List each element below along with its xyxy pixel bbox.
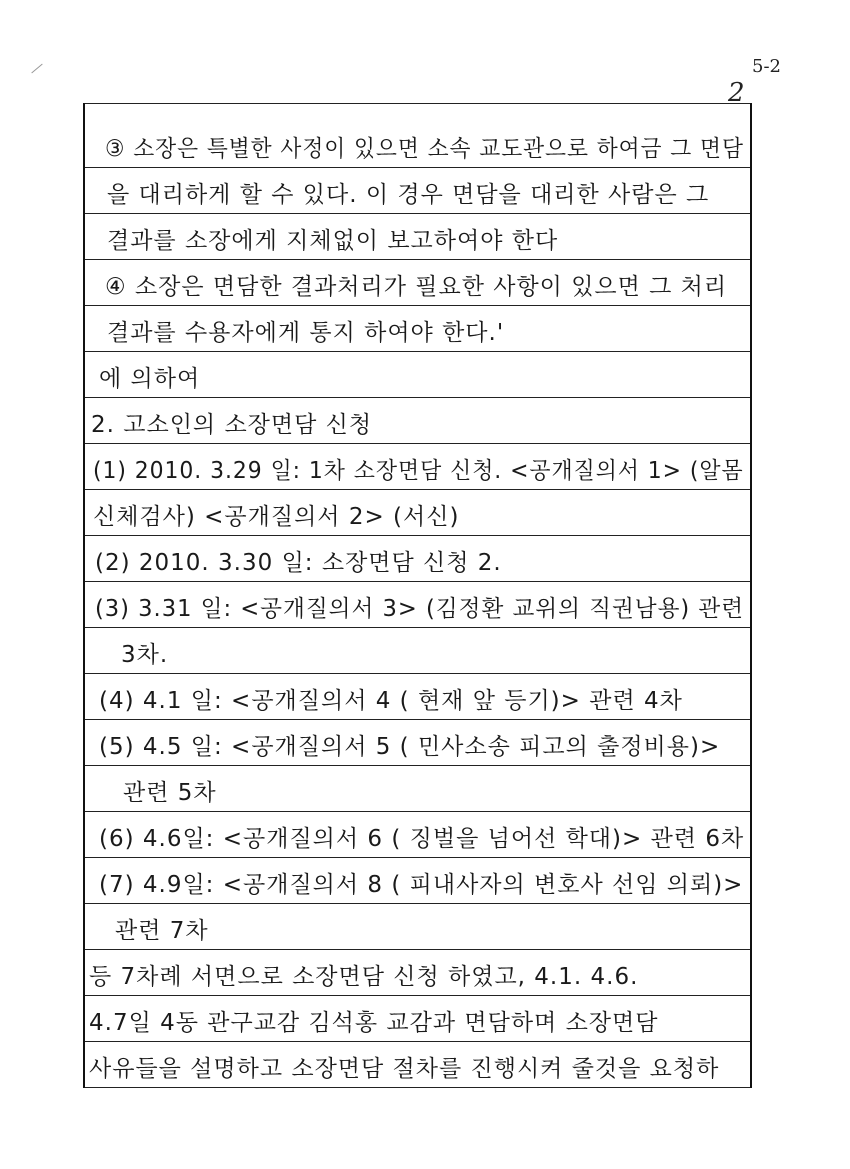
row-text: 4.7일 4동 관구교감 김석홍 교감과 면담하며 소장면담: [89, 1010, 659, 1036]
text-row: [85, 765, 750, 811]
row-text: 등 7차례 서면으로 소장면담 신청 하였고, 4.1. 4.6.: [89, 964, 639, 990]
row-text: 관련 5차: [123, 780, 217, 806]
text-row: [85, 581, 750, 627]
text-row: [85, 857, 750, 903]
row-text: 3차.: [121, 642, 169, 668]
ruled-line: [85, 1087, 750, 1088]
ruled-line: [85, 673, 750, 674]
row-text: 결과를 소장에게 지체없이 보고하여야 한다: [107, 228, 559, 254]
text-row: [85, 949, 750, 995]
row-text: 신체검사) <공개질의서 2> (서신): [93, 504, 460, 530]
ruled-line: [85, 857, 750, 858]
ruled-line: [85, 489, 750, 490]
row-text: (1) 2010. 3.29 일: 1차 소장면담 신청. <공개질의서 1> (알몸: [93, 458, 744, 484]
text-row: [85, 995, 750, 1041]
text-row: [85, 489, 750, 535]
row-text: 에 의하여: [99, 366, 201, 392]
ruled-line: [85, 627, 750, 628]
row-text: 을 대리하게 할 수 있다. 이 경우 면담을 대리한 사람은 그: [107, 182, 710, 208]
text-row: [85, 351, 750, 397]
ruled-line: [85, 213, 750, 214]
text-row: [85, 903, 750, 949]
row-text: (2) 2010. 3.30 일: 소장면담 신청 2.: [95, 550, 502, 576]
ruled-line: [85, 535, 750, 536]
text-row: [85, 121, 750, 167]
row-text: 관련 7차: [115, 918, 209, 944]
ruled-line: [85, 949, 750, 950]
ruled-line: [85, 811, 750, 812]
text-row: [85, 213, 750, 259]
ruled-line: [85, 1041, 750, 1042]
row-text: 결과를 수용자에게 통지 하여야 한다.': [107, 320, 505, 346]
text-row: [85, 673, 750, 719]
ruled-line: [85, 305, 750, 306]
row-text: ③ 소장은 특별한 사정이 있으면 소속 교도관으로 하여금 그 면담: [105, 136, 744, 162]
stray-pen-mark: [31, 64, 42, 74]
ruled-line: [85, 719, 750, 720]
text-row: [85, 811, 750, 857]
row-text: ④ 소장은 면담한 결과처리가 필요한 사항이 있으면 그 처리: [105, 274, 728, 300]
ruled-line: [85, 351, 750, 352]
row-text: (3) 3.31 일: <공개질의서 3> (김정환 교위의 직권남용) 관련: [95, 596, 745, 622]
ruled-line: [85, 903, 750, 904]
ruled-line: [85, 103, 750, 104]
row-text: (6) 4.6일: <공개질의서 6 ( 징벌을 넘어선 학대)> 관련 6차: [99, 826, 745, 852]
ruled-line: [85, 765, 750, 766]
row-text: (4) 4.1 일: <공개질의서 4 ( 현재 앞 등기)> 관련 4차: [99, 688, 683, 714]
text-row: [85, 535, 750, 581]
text-row: [85, 627, 750, 673]
row-text: (7) 4.9일: <공개질의서 8 ( 피내사자의 변호사 선임 의뢰)>: [99, 872, 744, 898]
row-text: 사유들을 설명하고 소장면담 절차를 진행시켜 줄것을 요청하: [89, 1056, 720, 1082]
text-row: [85, 259, 750, 305]
page-reference-note: 5-2: [752, 56, 781, 77]
ruled-line: [85, 397, 750, 398]
ruled-line: [85, 581, 750, 582]
ruled-sheet: [83, 103, 752, 1088]
row-text: 2. 고소인의 소장면담 신청: [91, 412, 373, 438]
ruled-line: [85, 167, 750, 168]
ruled-line: [85, 443, 750, 444]
text-row: [85, 1041, 750, 1087]
row-text: (5) 4.5 일: <공개질의서 5 ( 민사소송 피고의 출정비용)>: [99, 734, 721, 760]
text-row: [85, 305, 750, 351]
page-number: 2: [728, 78, 745, 108]
text-row: [85, 719, 750, 765]
ruled-line: [85, 995, 750, 996]
text-row: [85, 167, 750, 213]
text-row: [85, 443, 750, 489]
ruled-line: [85, 259, 750, 260]
text-row: [85, 397, 750, 443]
